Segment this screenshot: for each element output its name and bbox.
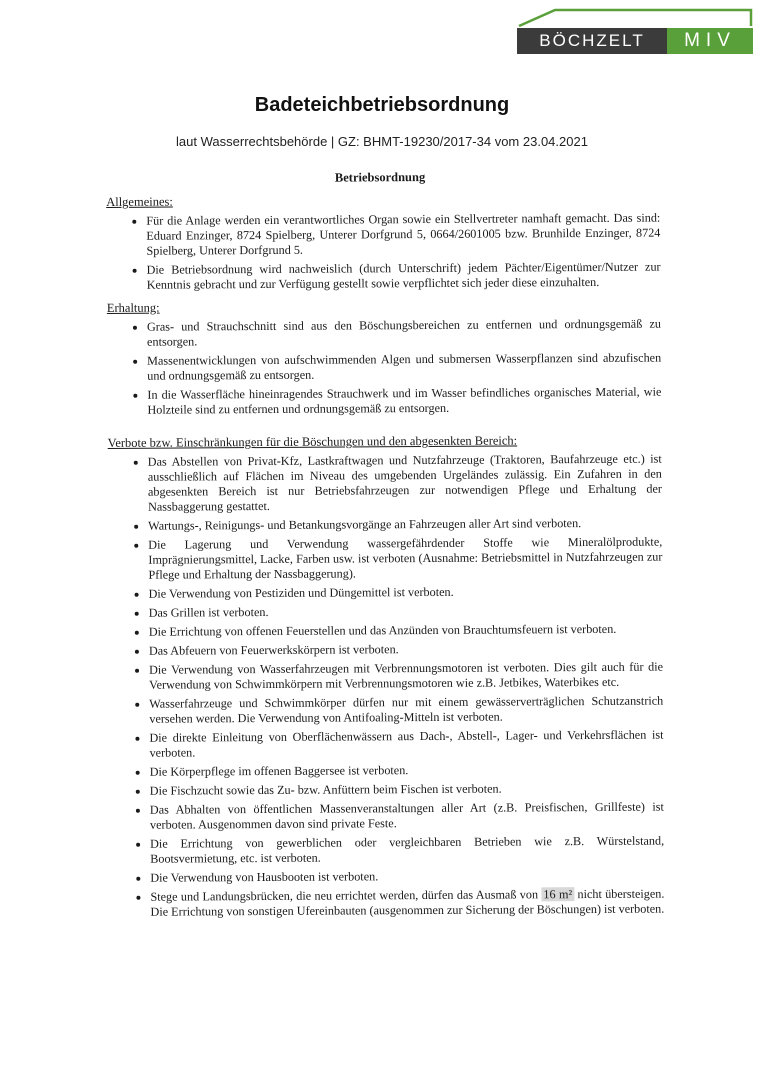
scanned-document bbox=[100, 169, 665, 928]
list-item: • Das Abfeuern von Feuerwerkskörpern ist verboten. bbox=[149, 641, 663, 659]
list-item: • Die Verwendung von Wasserfahrzeugen mit Verbrennungsmotoren ist verboten. Dies gilt auch für die Verwendung von Schwimmkörpern mit Verbrennungsmotoren wie z.B. Jetbikes, Waterbikes etc. bbox=[149, 660, 663, 693]
list-item: • Die direkte Einleitung von Oberflächenwässern aus Dach-, Abstell-, Lager- und Verkehrsflächen ist verboten. bbox=[149, 728, 663, 761]
list-item: • Die Errichtung von offenen Feuerstellen und das Anzünden von Brauchtumsfeuern ist verboten. bbox=[149, 622, 663, 640]
document-subtitle: laut Wasserrechtsbehörde | GZ: BHMT-19230/2017-34 vom 23.04.2021 bbox=[176, 134, 588, 149]
list-item: • Massenentwicklungen von aufschwimmenden Algen und submersen Wasserpflanzen sind abzufischen und ordnungsgemäß zu entsorgen. bbox=[147, 351, 661, 384]
logo-left-text: BÖCHZELT bbox=[517, 28, 667, 54]
list-item: • Die Betriebsordnung wird nachweislich (durch Unterschrift) jedem Pächter/Eigentümer/Nutzer zur Kenntnis gebracht und zur Verfügung gestellt sowie verpflichtet sich jeder diese einzuhalten. bbox=[147, 260, 661, 293]
logo-right-text: MIV bbox=[667, 28, 753, 54]
logo-bar bbox=[517, 28, 753, 54]
scan-heading: Betriebsordnung bbox=[334, 170, 426, 185]
list-item: • Das Abstellen von Privat-Kfz, Lastkraftwagen und Nutzfahrzeuge (Traktoren, Baufahrzeuge etc.) ist ausschließlich auf Flächen im Niveau des umgebenden Urgeländes zulässig. Ein Zufahren in den abgesenkten Bereich ist nur Betriebsfahrzeugen zur notwendigen Pflege und Erhaltung der Nassbaggerung gestattet. bbox=[148, 452, 662, 515]
list-item: • Die Fischzucht sowie das Zu- bzw. Anfüttern beim Fischen ist verboten. bbox=[150, 781, 664, 799]
list-erhaltung bbox=[101, 317, 662, 418]
highlighted-value: 16 m² bbox=[543, 887, 573, 902]
list-item: • Die Errichtung von gewerblichen oder vergleichbaren Betrieben wie z.B. Würstelstand, Bootsvermietung, etc. ist verboten. bbox=[150, 834, 664, 867]
company-logo bbox=[515, 6, 755, 56]
list-item: • Für die Anlage werden ein verantwortliches Organ sowie ein Stellvertreter namhaft gemacht. Das sind: Eduard Enzinger, 8724 Spielberg, Unterer Dorfgrund 5, 0664/2601005 bzw. Brunhilde Enzinger, 8724 Spielberg, Unterer Dorfgrund 5. bbox=[146, 211, 660, 259]
list-item: • Gras- und Strauchschnitt sind aus den Böschungsbereichen zu entfernen und ordnungsgemäß zu entsorgen. bbox=[147, 317, 661, 350]
document-title: Badeteichbetriebsordnung bbox=[254, 94, 510, 116]
list-item: • Die Verwendung von Hausbooten ist verboten. bbox=[150, 868, 664, 886]
list-item bbox=[150, 887, 664, 920]
roof-line-icon bbox=[515, 6, 755, 28]
list-item: • Die Verwendung von Pestiziden und Düngemittel ist verboten. bbox=[149, 584, 663, 602]
list-item: • Die Lagerung und Verwendung wassergefährdender Stoffe wie Mineralölprodukte, Imprägnierungsmittel, Lacke, Farben usw. ist verboten (Ausnahme: Betriebsmittel in Nutzfahrzeugen zur Pflege und Erhaltung der Nassbaggerung). bbox=[148, 535, 662, 583]
list-item: • Das Grillen ist verboten. bbox=[149, 603, 663, 621]
list-item-text: nicht übersteigen. Die Errichtung von sonstigen Ufereinbauten (ausgenommen zur Sicherung der Böschungen) ist verboten. bbox=[150, 886, 665, 919]
list-item: • Die Körperpflege im offenen Baggersee ist verboten. bbox=[150, 762, 664, 780]
section-heading-verbote: Verbote bzw. Einschränkungen für die Böschungen und den abgesenkten Bereich: bbox=[107, 433, 518, 450]
section-heading-erhaltung: Erhaltung: bbox=[106, 300, 160, 315]
list-item: • Wasserfahrzeuge und Schwimmkörper dürfen nur mit einem gewässerverträglichen Schutzanstrich versehen werden. Die Verwendung von Antifoaling-Mitteln ist verboten. bbox=[149, 694, 663, 727]
list-allgemeines bbox=[100, 211, 660, 293]
list-item: • Das Abhalten von öffentlichen Massenveranstaltungen aller Art (z.B. Preisfischen, Grillfeste) ist verboten. Ausgenommen davon sind private Feste. bbox=[150, 800, 664, 833]
list-item: • In die Wasserfläche hineinragendes Strauchwerk und im Wasser befindliches organisches Material, wie Holzteile sind zu entfernen und ordnungsgemäß zu entsorgen. bbox=[147, 385, 661, 418]
list-item: • Wartungs-, Reinigungs- und Betankungsvorgänge an Fahrzeugen aller Art sind verboten. bbox=[148, 516, 662, 534]
list-item-text: Stege und Landungsbrücken, die neu errichtet werden, dürfen das Ausmaß von bbox=[150, 887, 542, 904]
list-verbote bbox=[102, 452, 665, 920]
section-heading-allgemeines: Allgemeines: bbox=[106, 194, 173, 209]
